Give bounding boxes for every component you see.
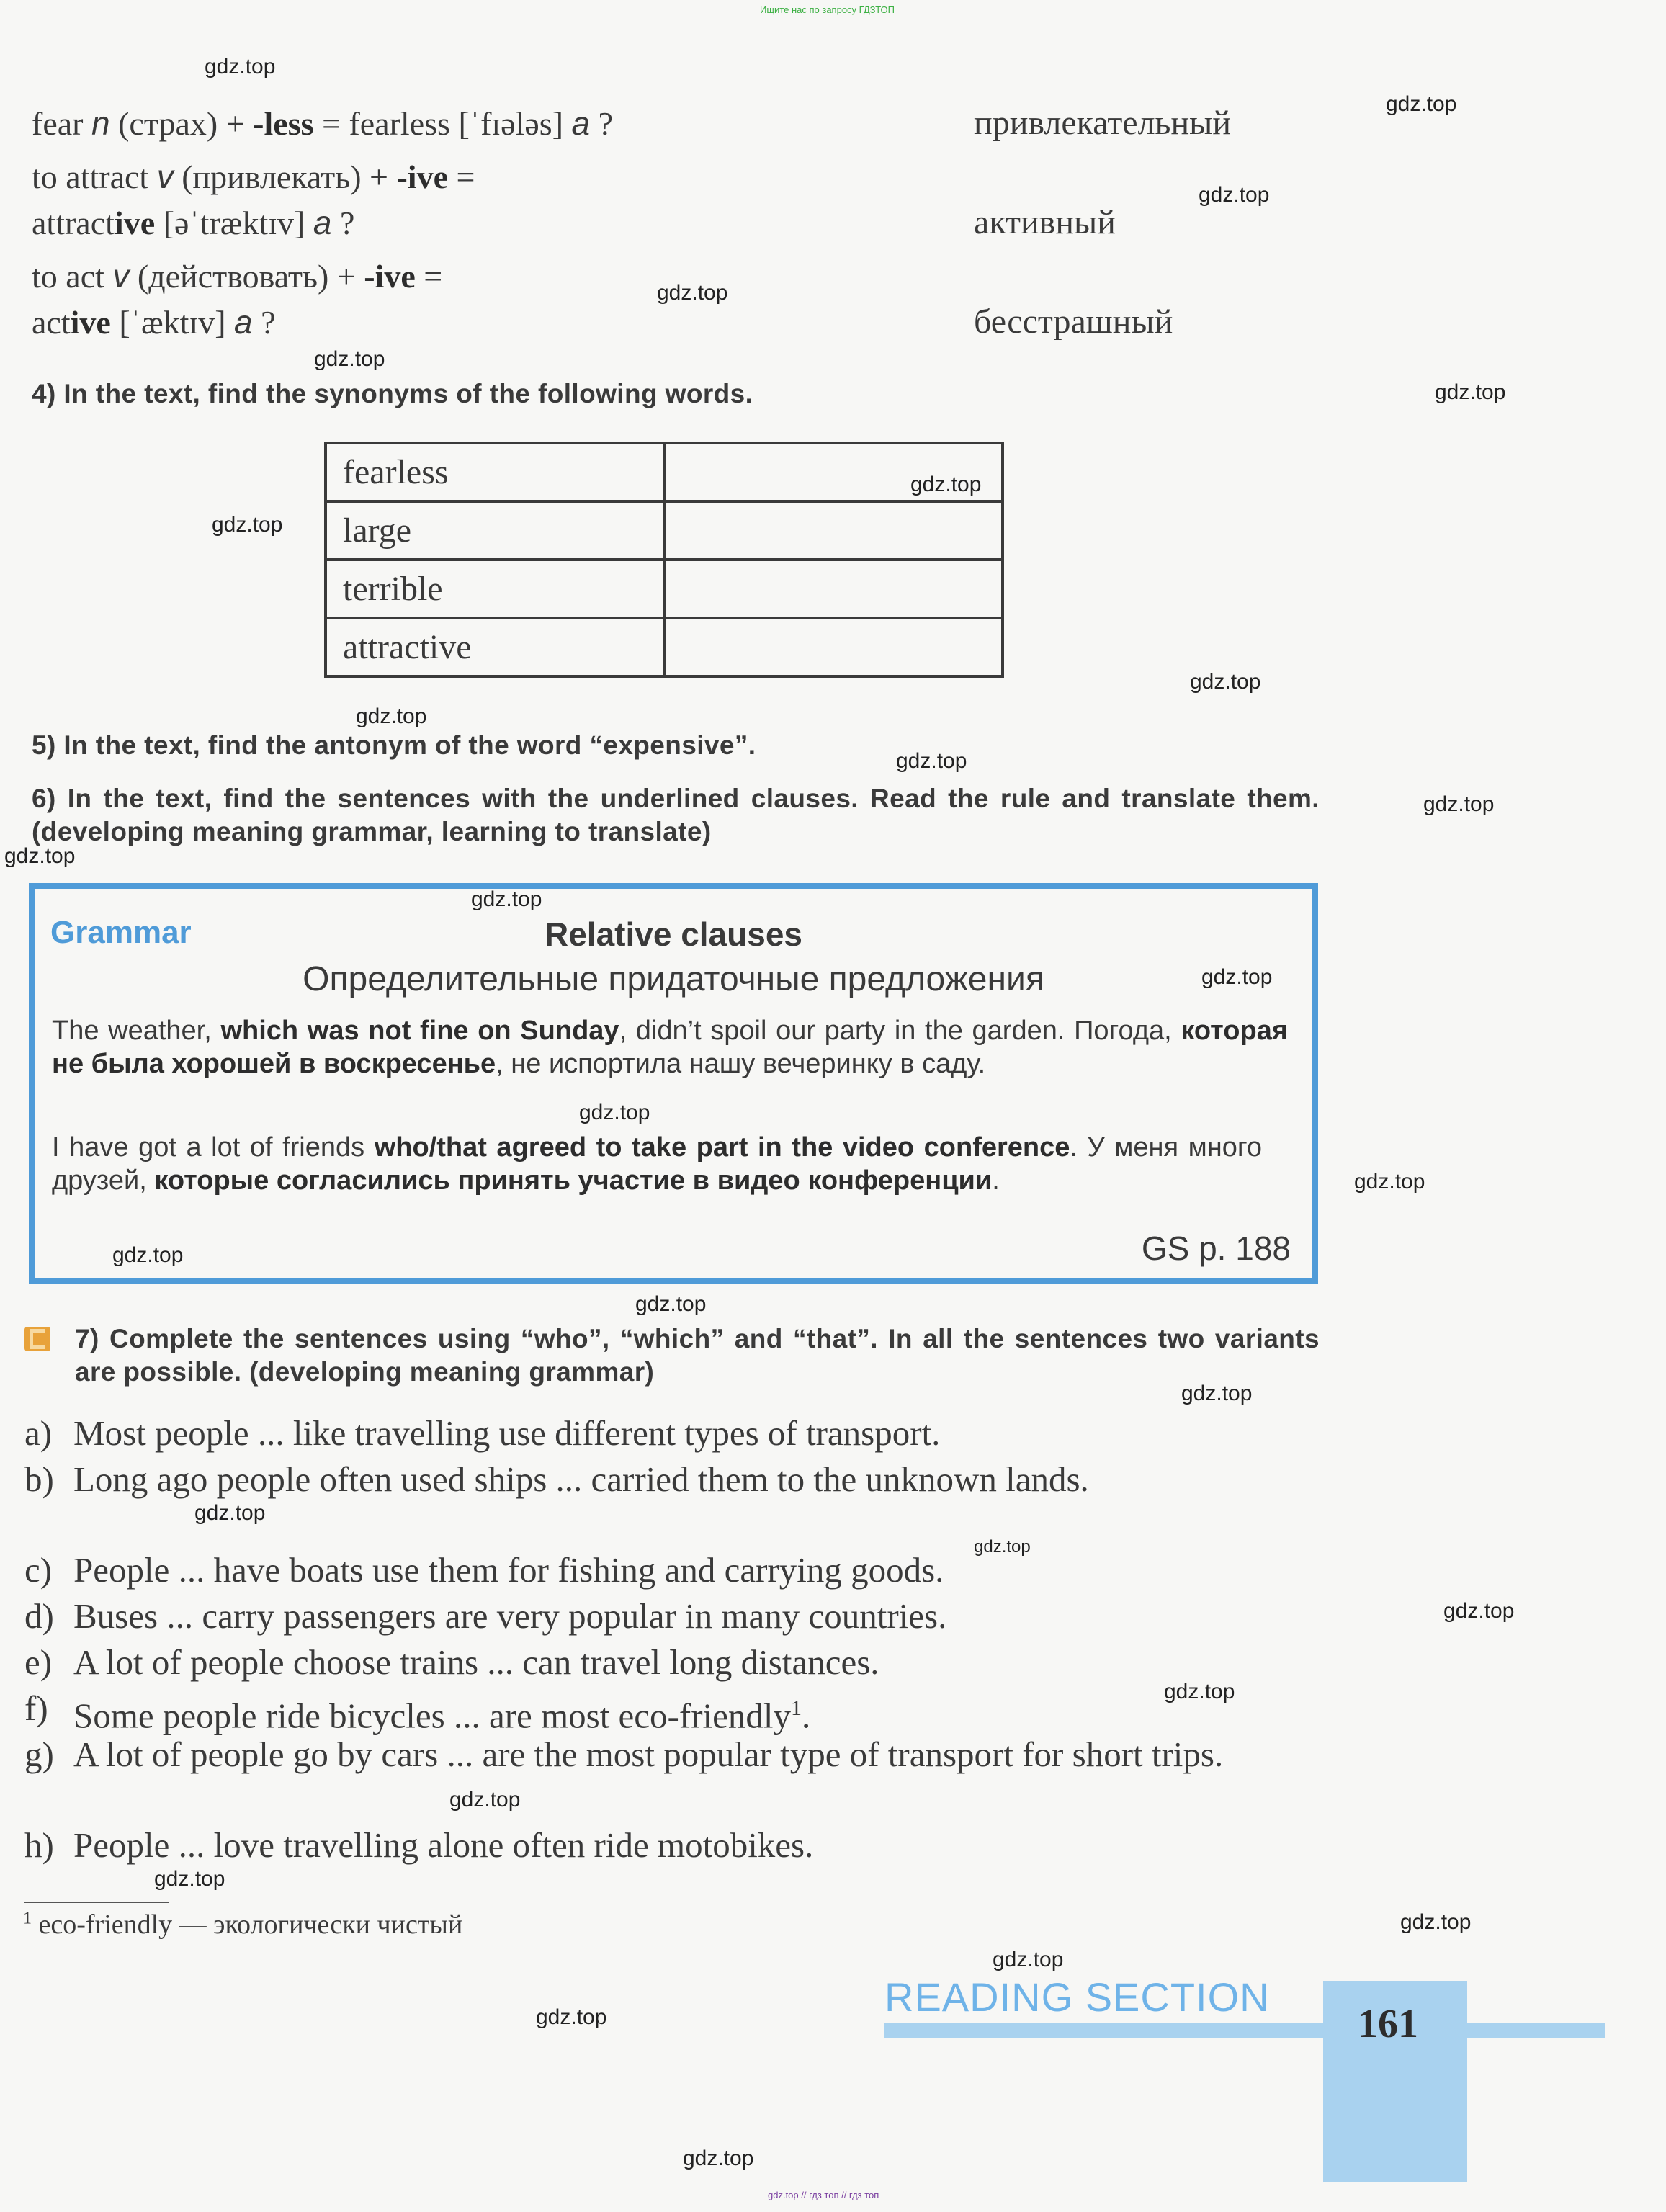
grammar-title: Relative clauses <box>544 915 802 953</box>
watermark: gdz.top <box>112 1243 184 1267</box>
word-formation-row-2: to attract v (привлекать) + -ive = <box>32 158 475 195</box>
watermark: gdz.top <box>579 1101 650 1124</box>
word-formation-row-3-result: active [ˈæktɪv] a ? <box>32 303 276 341</box>
watermark: gdz.top <box>194 1501 266 1525</box>
synonyms-table <box>324 442 1004 678</box>
watermark: gdz.top <box>1443 1599 1515 1623</box>
word-formation-row-1: fear n (страх) + -less = fearless [ˈfɪələs] a ? <box>32 104 614 142</box>
footnote-divider <box>24 1902 169 1903</box>
task-6: 6) In the text, find the sentences with the underlined clauses. Read the rule and translate them. (developing meaning grammar, learning to translate) <box>32 784 1320 846</box>
task-5: 5) In the text, find the antonym of the word “expensive”. <box>32 730 756 760</box>
watermark: gdz.top <box>1423 792 1495 816</box>
watermark: gdz.top <box>1400 1910 1472 1934</box>
grammar-example-2: I have got a lot of friends who/that agreed to take part in the video conference. У меня много друзей, которые согласились принять участие в видео конференции. <box>52 1132 1262 1196</box>
watermark: gdz.top <box>1435 380 1506 404</box>
table-cell-word: attractive <box>326 618 664 676</box>
table-cell-answer[interactable] <box>664 501 1003 560</box>
watermark: gdz.top <box>635 1292 707 1316</box>
grammar-reference: GS p. 188 <box>1141 1230 1291 1267</box>
table-row <box>326 560 1003 618</box>
watermark: gdz.top <box>4 844 76 868</box>
section-bar <box>884 2023 1605 2038</box>
watermark: gdz.top <box>471 887 542 911</box>
watermark: gdz.top <box>205 55 276 79</box>
task-7: 7) Complete the sentences using “who”, “which” and “that”. In all the sentences two variants are possible. (developing meaning grammar) <box>75 1324 1320 1387</box>
watermark: gdz.top <box>1201 965 1273 989</box>
task-4: 4) In the text, find the synonyms of the following words. <box>32 379 753 408</box>
translation-3: бесстрашный <box>974 303 1173 341</box>
watermark: gdz.top <box>1386 92 1457 116</box>
watermark: gdz.top <box>536 2005 607 2029</box>
exercise-e-icon <box>24 1327 50 1351</box>
watermark: gdz.top <box>356 704 427 728</box>
watermark: gdz.top <box>449 1788 521 1812</box>
watermark: gdz.top <box>1164 1680 1235 1703</box>
translation-2: активный <box>974 203 1116 241</box>
watermark: gdz.top <box>974 1537 1031 1557</box>
watermark: gdz.top <box>910 473 982 496</box>
grammar-label: Grammar <box>50 915 192 950</box>
watermark: gdz.top <box>212 513 283 537</box>
watermark: gdz.top <box>154 1867 225 1891</box>
page-number: 161 <box>1358 2002 1418 2046</box>
word-formation-row-3: to act v (действовать) + -ive = <box>32 257 443 295</box>
table-cell-answer[interactable] <box>664 560 1003 618</box>
watermark: gdz.top <box>1199 183 1270 207</box>
section-title: READING SECTION <box>884 1974 1270 2020</box>
footnote: $^1$ eco-friendly — экологически чистый <box>23 1909 463 1940</box>
grammar-subtitle: Определительные придаточные предложения <box>303 960 1044 998</box>
table-row <box>326 501 1003 560</box>
translation-1: привлекательный <box>974 104 1232 142</box>
watermark: gdz.top <box>1190 670 1261 694</box>
watermark: gdz.top <box>993 1948 1064 1971</box>
watermark: gdz.top <box>896 749 967 773</box>
grammar-box <box>29 883 1318 1284</box>
table-row <box>326 443 1003 501</box>
watermark: gdz.top <box>1354 1170 1425 1194</box>
watermark: gdz.top <box>1181 1382 1253 1405</box>
header-note: Ищите нас по запросу ГДЗТОП <box>760 4 895 15</box>
watermark: gdz.top <box>683 2146 754 2170</box>
table-cell-word: fearless <box>326 443 664 501</box>
footer-note: gdz.top // гдз топ // гдз топ <box>768 2190 879 2200</box>
watermark: gdz.top <box>657 281 728 305</box>
table-cell-word: large <box>326 501 664 560</box>
watermark: gdz.top <box>314 347 385 371</box>
table-cell-word: terrible <box>326 560 664 618</box>
table-row <box>326 618 1003 676</box>
grammar-example-1: The weather, which was not fine on Sunday, didn’t spoil our party in the garden. Погода, которая не была хорошей в воскресенье, не испортила нашу вечеринку в саду. <box>52 1016 1288 1079</box>
table-cell-answer[interactable] <box>664 618 1003 676</box>
word-formation-row-2-result: attractive [əˈtræktɪv] a ? <box>32 204 355 241</box>
